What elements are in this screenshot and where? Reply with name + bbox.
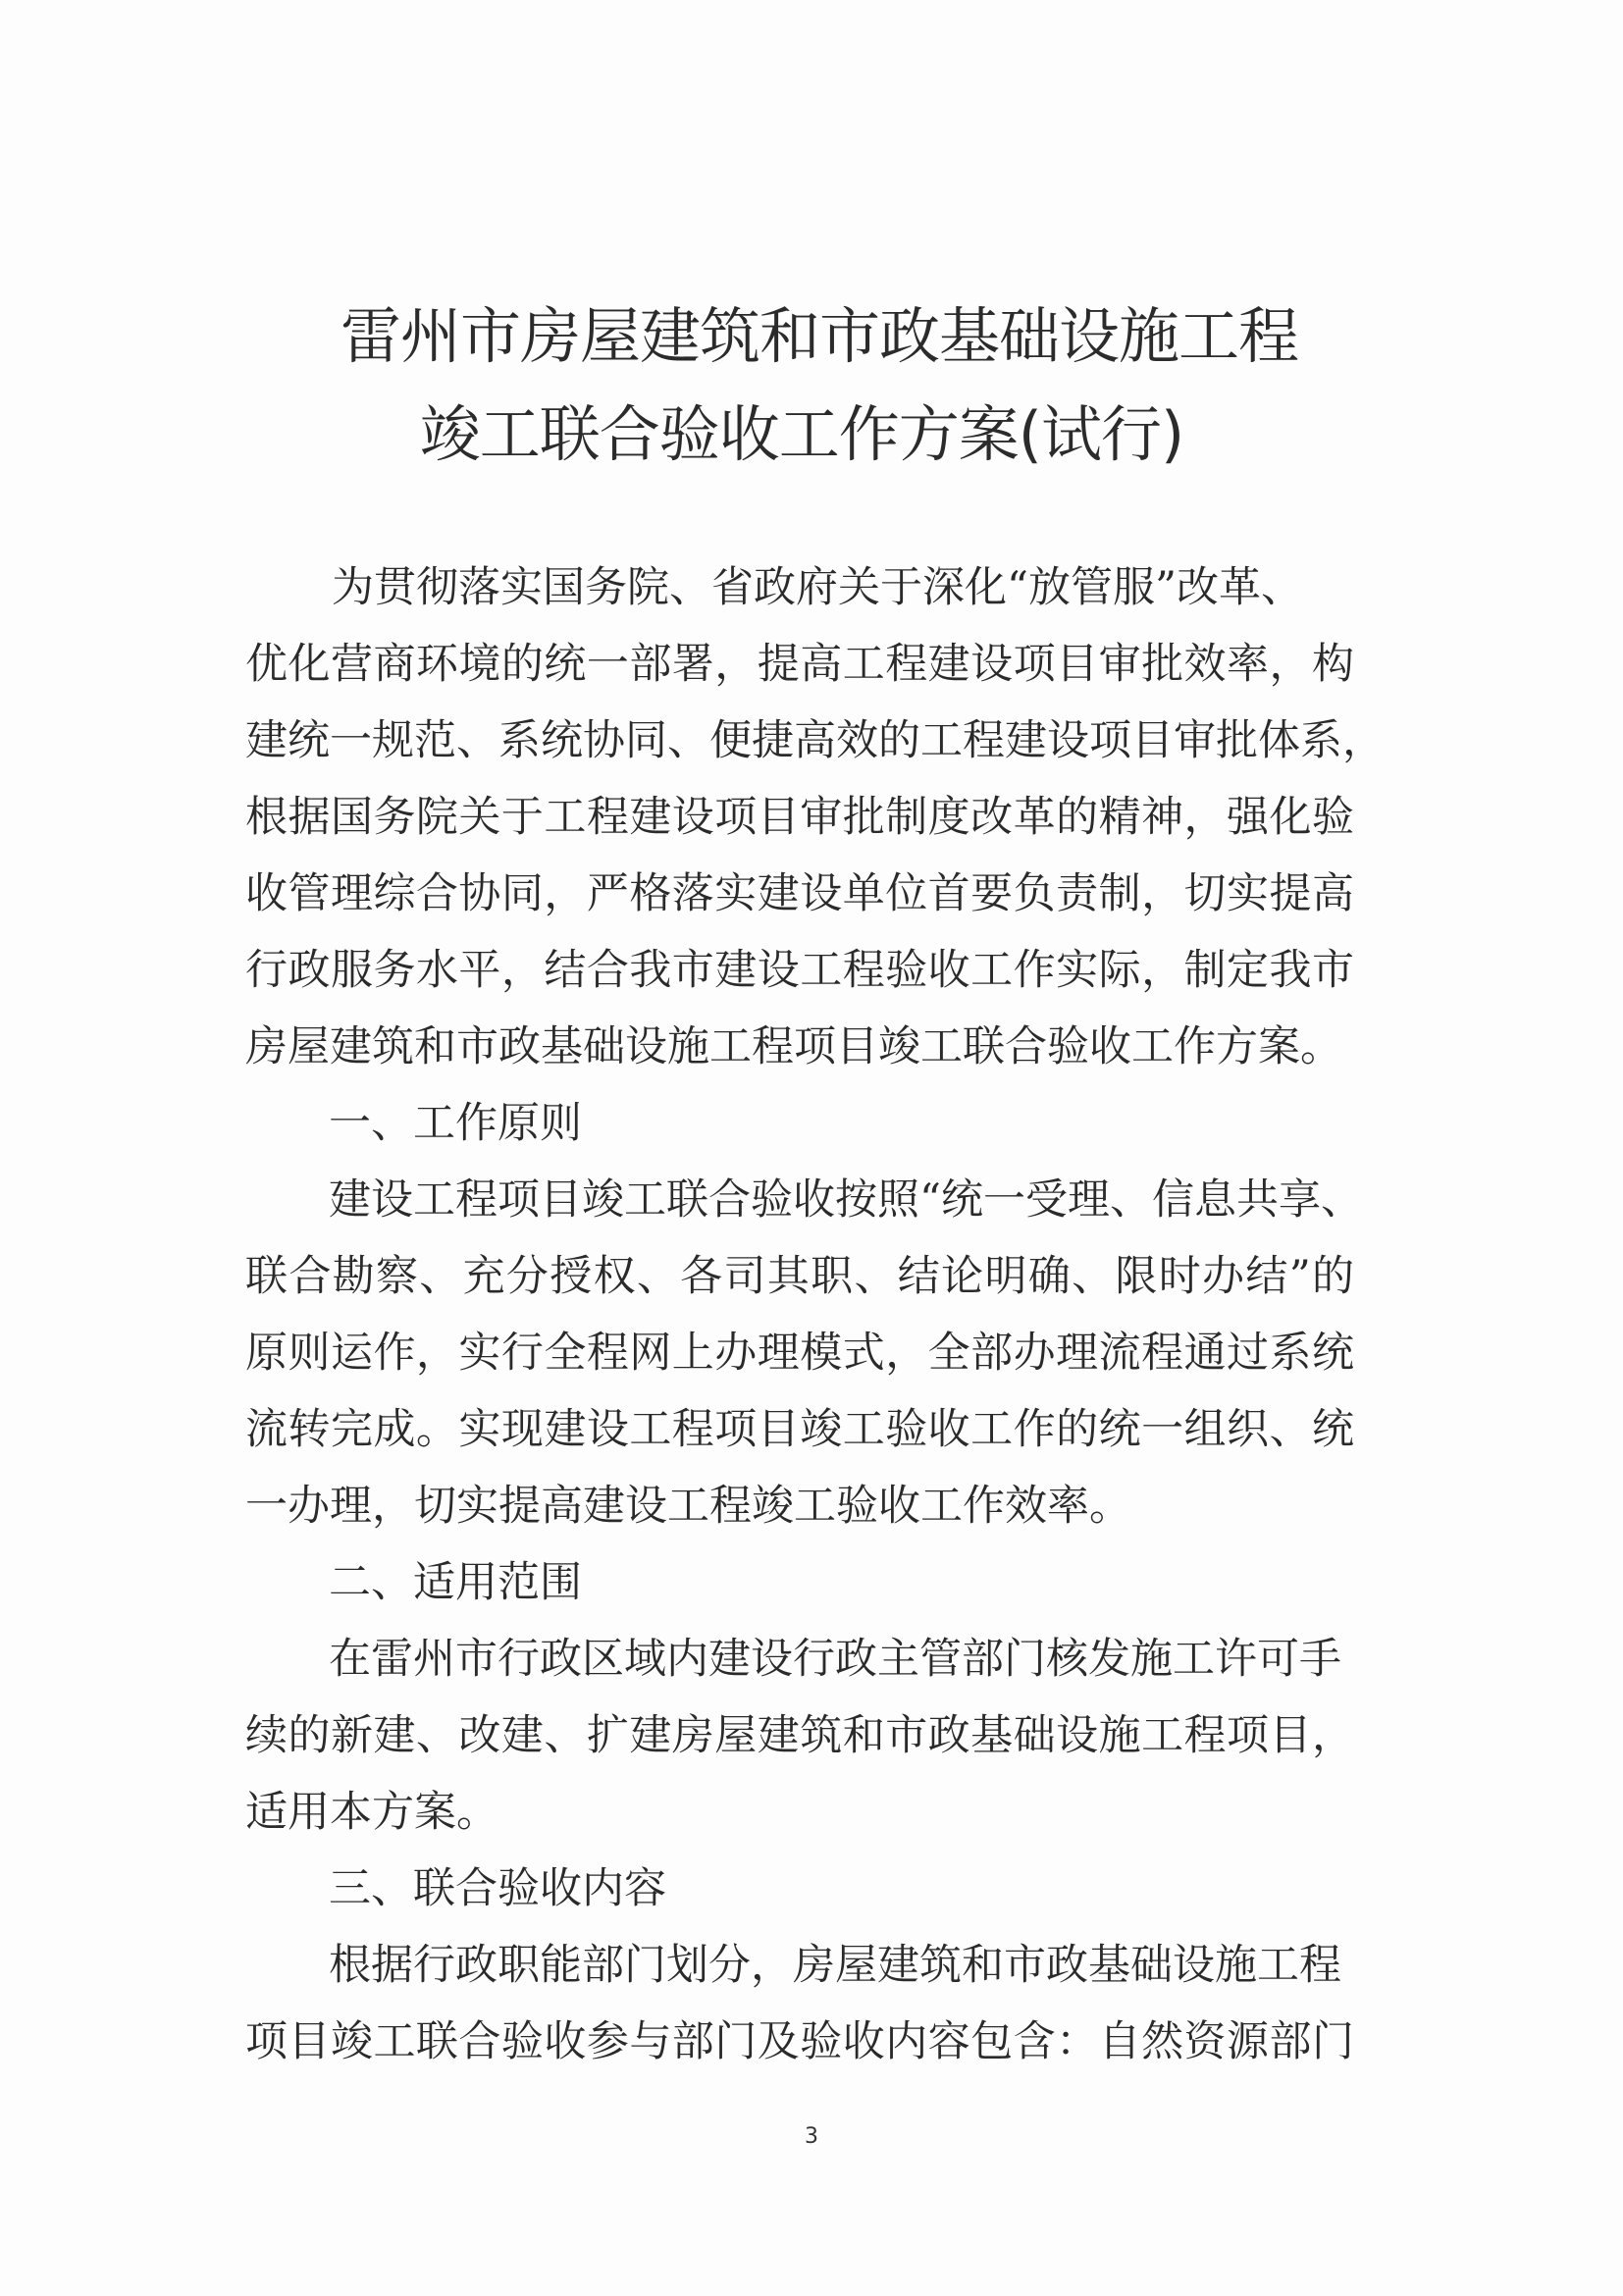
section3-line: 根据行政职能部门划分，房屋建筑和市政基础设施工程	[329, 1941, 1341, 1990]
section1-line: 建设工程项目竣工联合验收按照“统一受理、信息共享、	[329, 1175, 1363, 1225]
intro-line: 收管理综合协同，严格落实建设单位首要负责制，切实提高	[245, 869, 1354, 918]
intro-line: 建统一规范、系统协同、便捷高效的工程建设项目审批体系，	[245, 716, 1385, 765]
intro-line: 根据国务院关于工程建设项目审批制度改革的精神，强化验	[245, 793, 1354, 842]
section2-line: 续的新建、改建、扩建房屋建筑和市政基础设施工程项目，	[245, 1711, 1354, 1760]
document-title-line-2: 竣工联合验收工作方案(试行)	[419, 398, 1184, 470]
section2-line: 在雷州市行政区域内建设行政主管部门核发施工许可手	[329, 1635, 1341, 1684]
section3-line: 项目竣工联合验收参与部门及验收内容包含：自然资源部门	[245, 2017, 1354, 2066]
intro-line: 行政服务水平，结合我市建设工程验收工作实际，制定我市	[245, 946, 1354, 995]
section1-line: 原则运作，实行全程网上办理模式，全部办理流程通过系统	[245, 1329, 1354, 1378]
intro-line: 为贯彻落实国务院、省政府关于深化“放管服”改革、	[332, 563, 1303, 612]
section2-line: 适用本方案。	[245, 1788, 498, 1837]
intro-line: 房屋建筑和市政基础设施工程项目竣工联合验收工作方案。	[245, 1022, 1342, 1071]
section-heading-acceptance-content: 三、联合验收内容	[329, 1864, 666, 1913]
section1-line: 一办理，切实提高建设工程竣工验收工作效率。	[245, 1482, 1131, 1531]
section1-line: 联合勘察、充分授权、各司其职、结论明确、限时办结”的	[245, 1252, 1354, 1301]
document-title-line-1: 雷州市房屋建筑和市政基础设施工程	[340, 300, 1298, 372]
section-heading-principles: 一、工作原则	[329, 1099, 582, 1148]
page-number: 3	[805, 2124, 818, 2149]
intro-line: 优化营商环境的统一部署，提高工程建设项目审批效率，构	[245, 640, 1354, 689]
section1-line: 流转完成。实现建设工程项目竣工验收工作的统一组织、统	[245, 1405, 1354, 1454]
section-heading-scope: 二、适用范围	[329, 1558, 582, 1607]
